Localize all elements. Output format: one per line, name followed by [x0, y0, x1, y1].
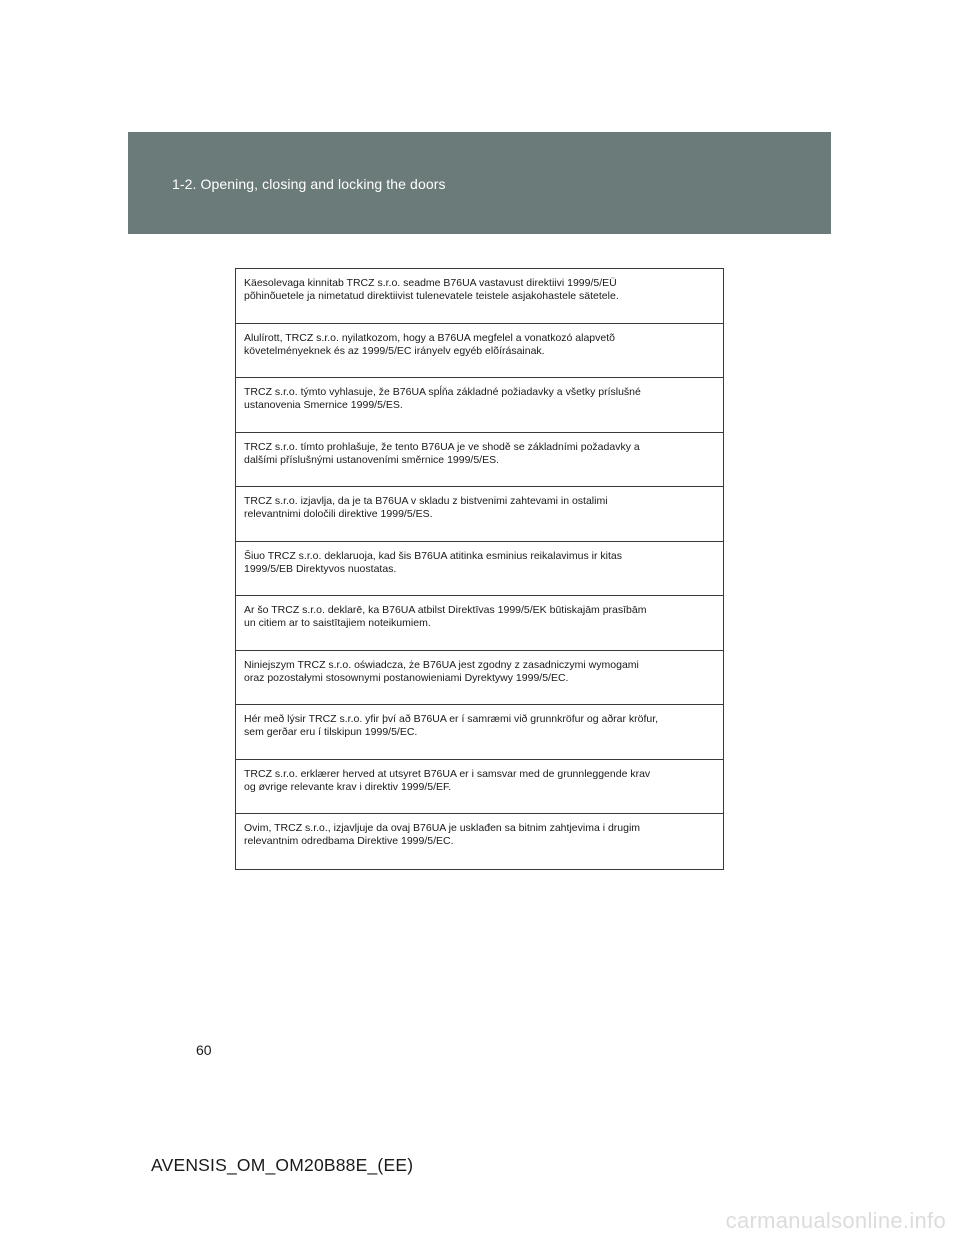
declaration-row-polish	[236, 651, 723, 706]
declaration-text: Hér með lýsir TRCZ s.r.o. yfir því að B76UA er í samræmi við grunnkröfur og aðrar kröfur,	[244, 713, 659, 725]
declaration-text: Niniejszym TRCZ s.r.o. oświadcza, że B76UA jest zgodny z zasadniczymi wymogami	[244, 658, 639, 671]
section-title: 1-2. Opening, closing and locking the doors	[172, 176, 446, 192]
declaration-row-czech	[236, 433, 723, 488]
declaration-text: 1999/5/EB Direktyvos nuostatas.	[244, 562, 397, 575]
declaration-text: ustanovenia Smernice 1999/5/ES.	[244, 399, 403, 411]
declaration-text: relevantnimi določili direktive 1999/5/ES.	[244, 508, 433, 520]
declaration-row-norwegian	[236, 760, 723, 815]
declaration-text: dalšími příslušnými ustanoveními směrnice 1999/5/ES.	[244, 453, 500, 466]
declaration-text: põhinõuetele ja nimetatud direktiivist tulenevatele teistele asjakohastele sätetele.	[244, 290, 619, 302]
declaration-row-latvian	[236, 596, 723, 651]
document-code: AVENSIS_OM_OM20B88E_(EE)	[151, 1155, 414, 1175]
declaration-row-hungarian	[236, 324, 723, 379]
declaration-row-lithuanian	[236, 542, 723, 597]
page-number: 60	[196, 1042, 212, 1058]
declaration-text: relevantnim odredbama Direktive 1999/5/EC.	[244, 835, 454, 847]
declaration-text: Šiuo TRCZ s.r.o. deklaruoja, kad šis B76UA atitinka esminius reikalavimus ir kitas	[244, 549, 622, 562]
declaration-text: TRCZ s.r.o. tímto prohlašuje, že tento B76UA je ve shodě se základními požadavky a	[244, 440, 640, 453]
declaration-text: Käesolevaga kinnitab TRCZ s.r.o. seadme B76UA vastavust direktiivi 1999/5/EÜ	[244, 277, 617, 289]
declaration-text: Ovim, TRCZ s.r.o., izjavljuje da ovaj B76UA je usklađen sa bitnim zahtjevima i drugim	[244, 822, 641, 834]
declaration-text: követelményeknek és az 1999/5/EC irányelv egyéb elõírásainak.	[244, 344, 545, 357]
declaration-text: Alulírott, TRCZ s.r.o. nyilatkozom, hogy a B76UA megfelel a vonatkozó alapvetõ	[244, 331, 615, 344]
declaration-text: oraz pozostałymi stosownymi postanowieniami Dyrektywy 1999/5/EC.	[244, 671, 569, 684]
section-header-band	[128, 132, 831, 234]
declaration-text: un citiem ar to saistītajiem noteikumiem.	[244, 617, 431, 629]
declaration-table	[235, 268, 724, 870]
declaration-row-croatian	[236, 814, 723, 869]
declaration-row-icelandic	[236, 705, 723, 760]
declaration-text: TRCZ s.r.o. erklærer herved at utsyret B76UA er i samsvar med de grunnleggende krav	[244, 767, 651, 780]
declaration-text: Ar šo TRCZ s.r.o. deklarē, ka B76UA atbilst Direktīvas 1999/5/EK būtiskajām prasībām	[244, 604, 647, 616]
declaration-text: sem gerðar eru í tilskipun 1999/5/EC.	[244, 726, 418, 738]
watermark: carmanualsonline.info	[725, 1208, 946, 1233]
declaration-row-slovenian	[236, 487, 723, 542]
declaration-row-slovak	[236, 378, 723, 433]
declaration-text: TRCZ s.r.o. týmto vyhlasuje, že B76UA spĺňa základné požiadavky a všetky príslušné	[244, 386, 641, 398]
declaration-row-estonian	[236, 269, 723, 324]
declaration-text: TRCZ s.r.o. izjavlja, da je ta B76UA v skladu z bistvenimi zahtevami in ostalimi	[244, 495, 608, 507]
declaration-text: og øvrige relevante krav i direktiv 1999/5/EF.	[244, 780, 452, 793]
